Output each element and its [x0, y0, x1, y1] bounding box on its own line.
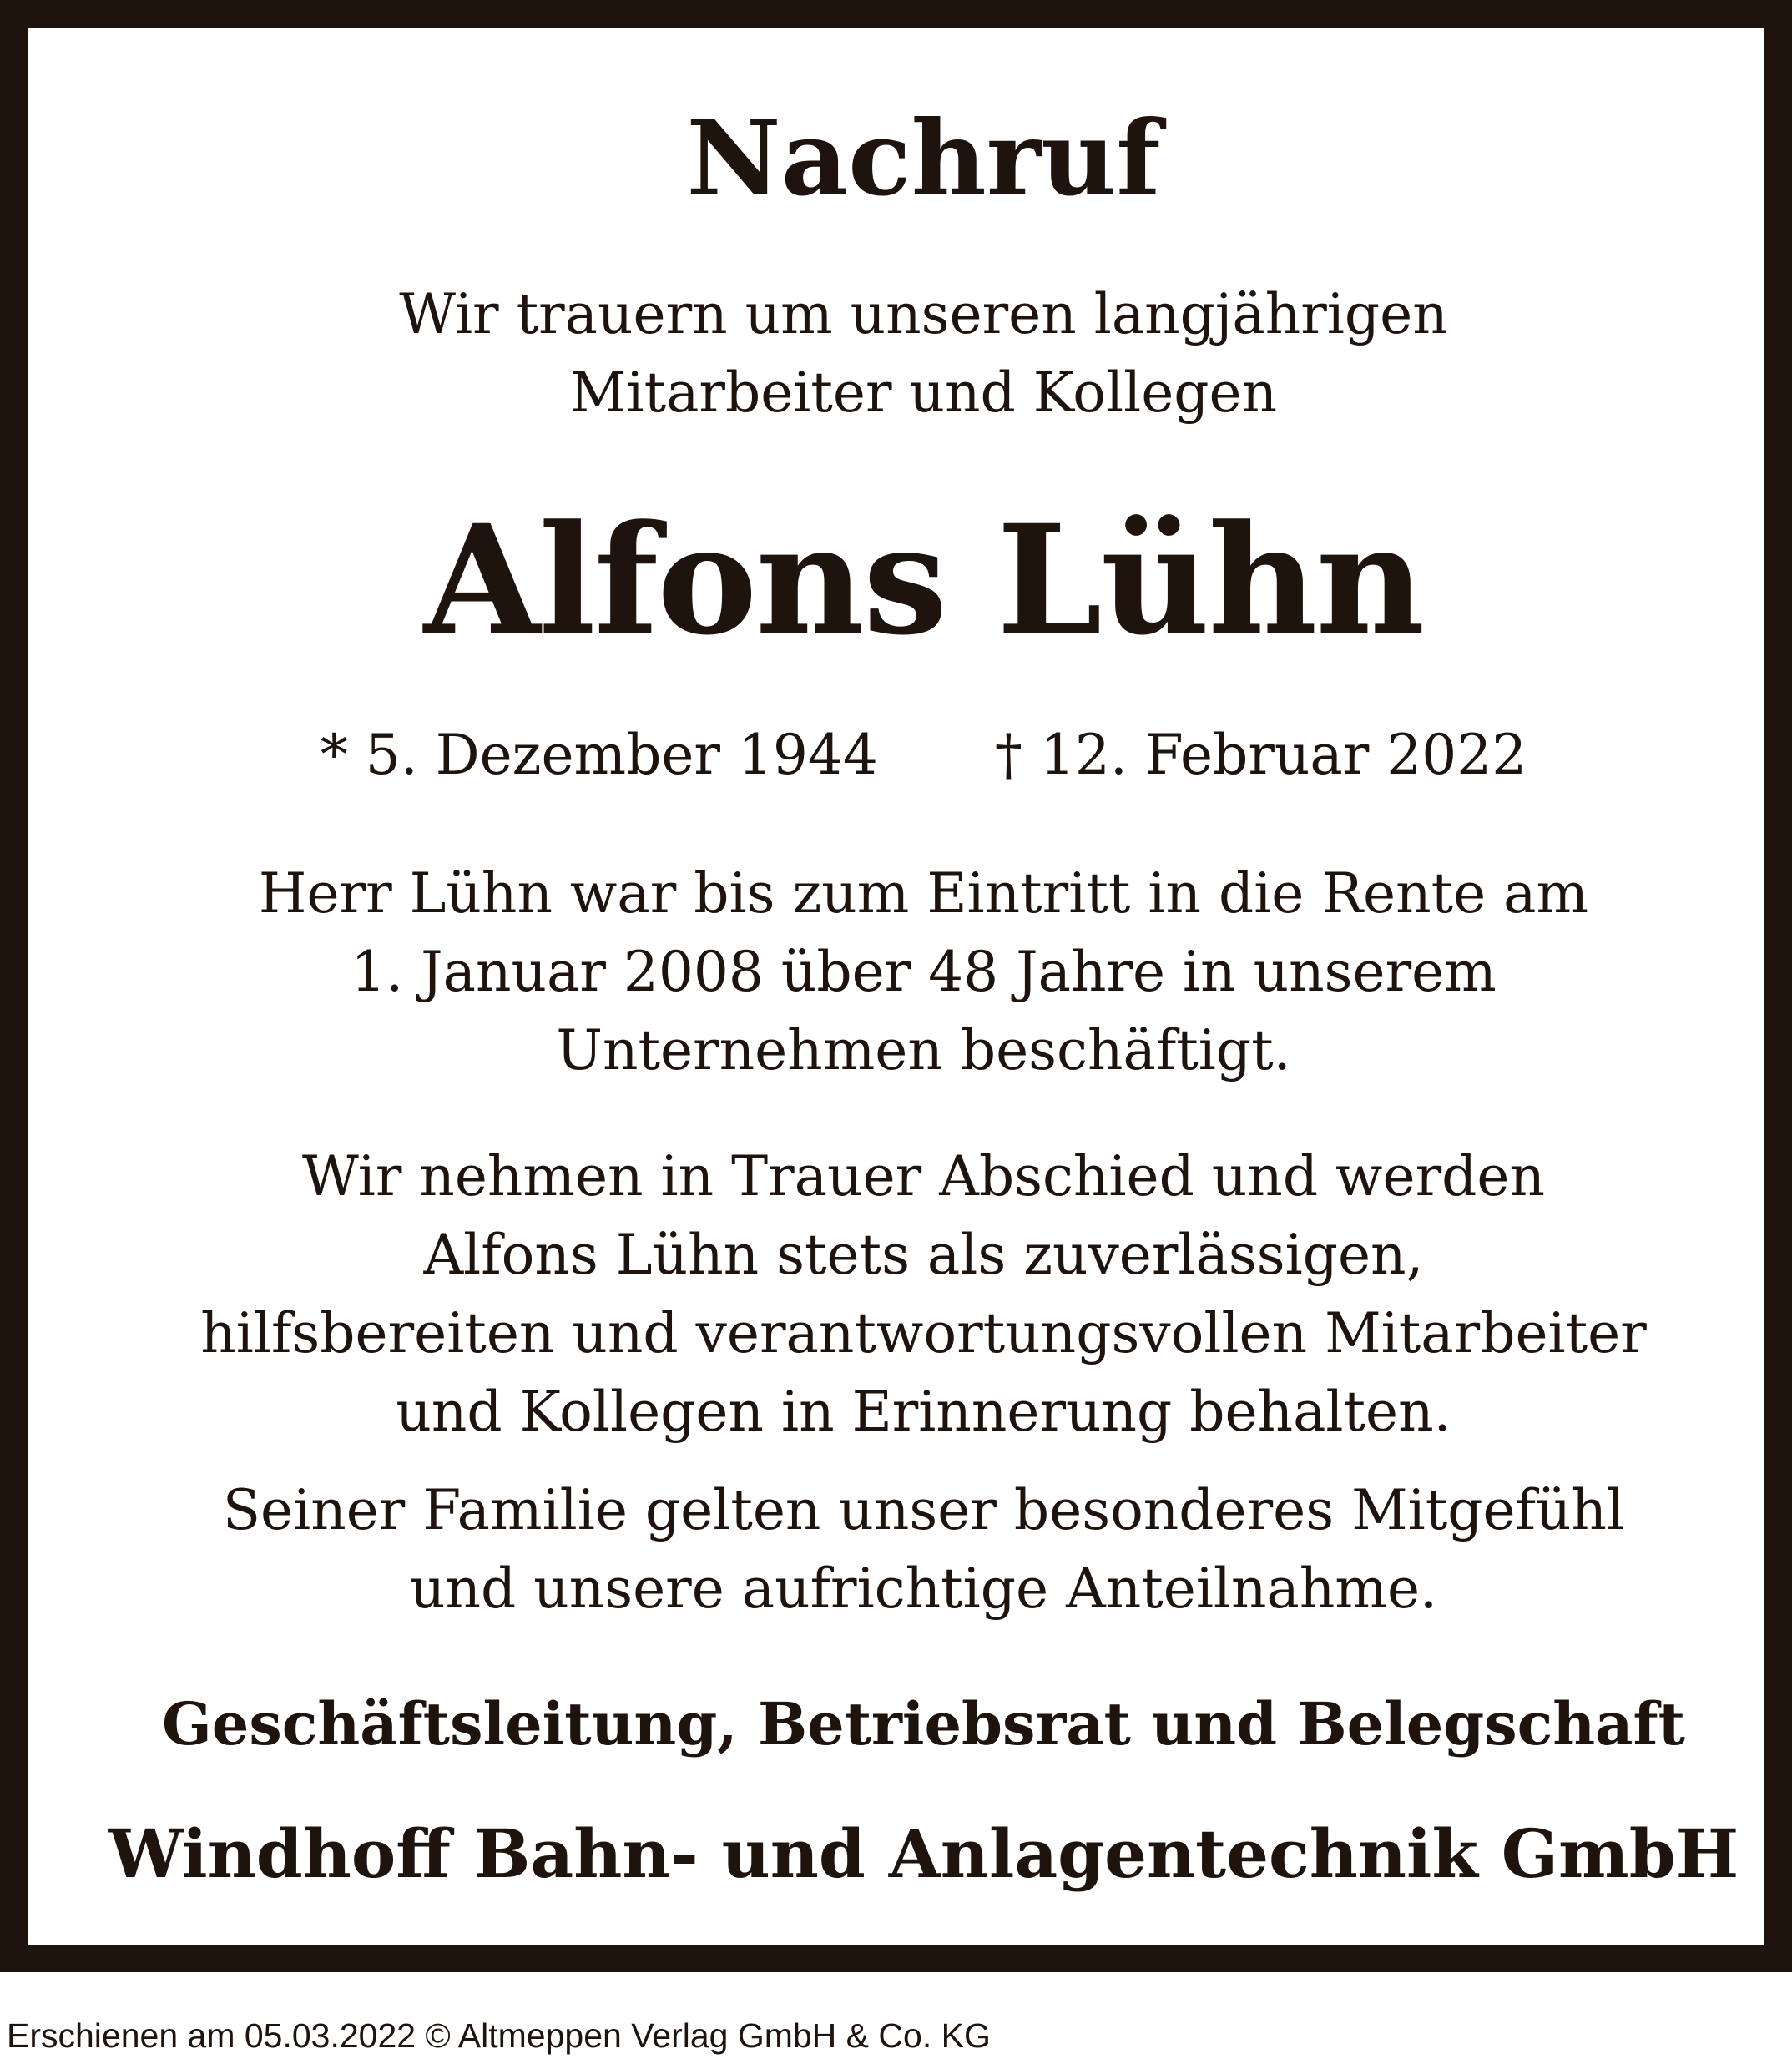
intro-line: Mitarbeiter und Kollegen [569, 361, 1278, 425]
paragraph-farewell [55, 1138, 1792, 1451]
paragraph-line: Herr Lühn war bis zum Eintritt in die Rente am [258, 861, 1589, 926]
intro-line: Wir trauern um unseren langjährigen [399, 282, 1448, 346]
signature-company: Windhoff Bahn- und Anlagentechnik GmbH [108, 1814, 1739, 1893]
life-dates [55, 716, 1792, 795]
paragraph-line: 1. Januar 2008 über 48 Jahre in unserem [351, 940, 1497, 1004]
intro-text [55, 275, 1792, 432]
paragraph-line: Seiner Familie gelten unser besonderes Mitgefühl [222, 1478, 1625, 1542]
death-date: † 12. Februar 2022 [994, 723, 1527, 787]
paragraph-line: hilfsbereiten und verantwortungsvollen Mitarbeiter [200, 1301, 1647, 1365]
paragraph-line: Wir nehmen in Trauer Abschied und werden [302, 1144, 1545, 1209]
paragraph-career [55, 855, 1792, 1090]
birth-date: * 5. Dezember 1944 [320, 723, 878, 787]
signature-group: Geschäftsleitung, Betriebsrat und Belegschaft [162, 1689, 1685, 1759]
paragraph-line: Alfons Lühn stets als zuverlässigen, [423, 1223, 1424, 1287]
paragraph-line: Unternehmen beschäftigt. [556, 1018, 1291, 1082]
obituary-title: Nachruf [686, 98, 1161, 220]
deceased-name: Alfons Lühn [423, 492, 1424, 669]
paragraph-line: und unsere aufrichtige Anteilnahme. [409, 1557, 1438, 1621]
paragraph-condolence [55, 1471, 1792, 1628]
publication-footer: Erschienen am 05.03.2022 © Altmeppen Verlag GmbH & Co. KG [7, 2016, 991, 2055]
paragraph-line: und Kollegen in Erinnerung behalten. [396, 1380, 1451, 1444]
